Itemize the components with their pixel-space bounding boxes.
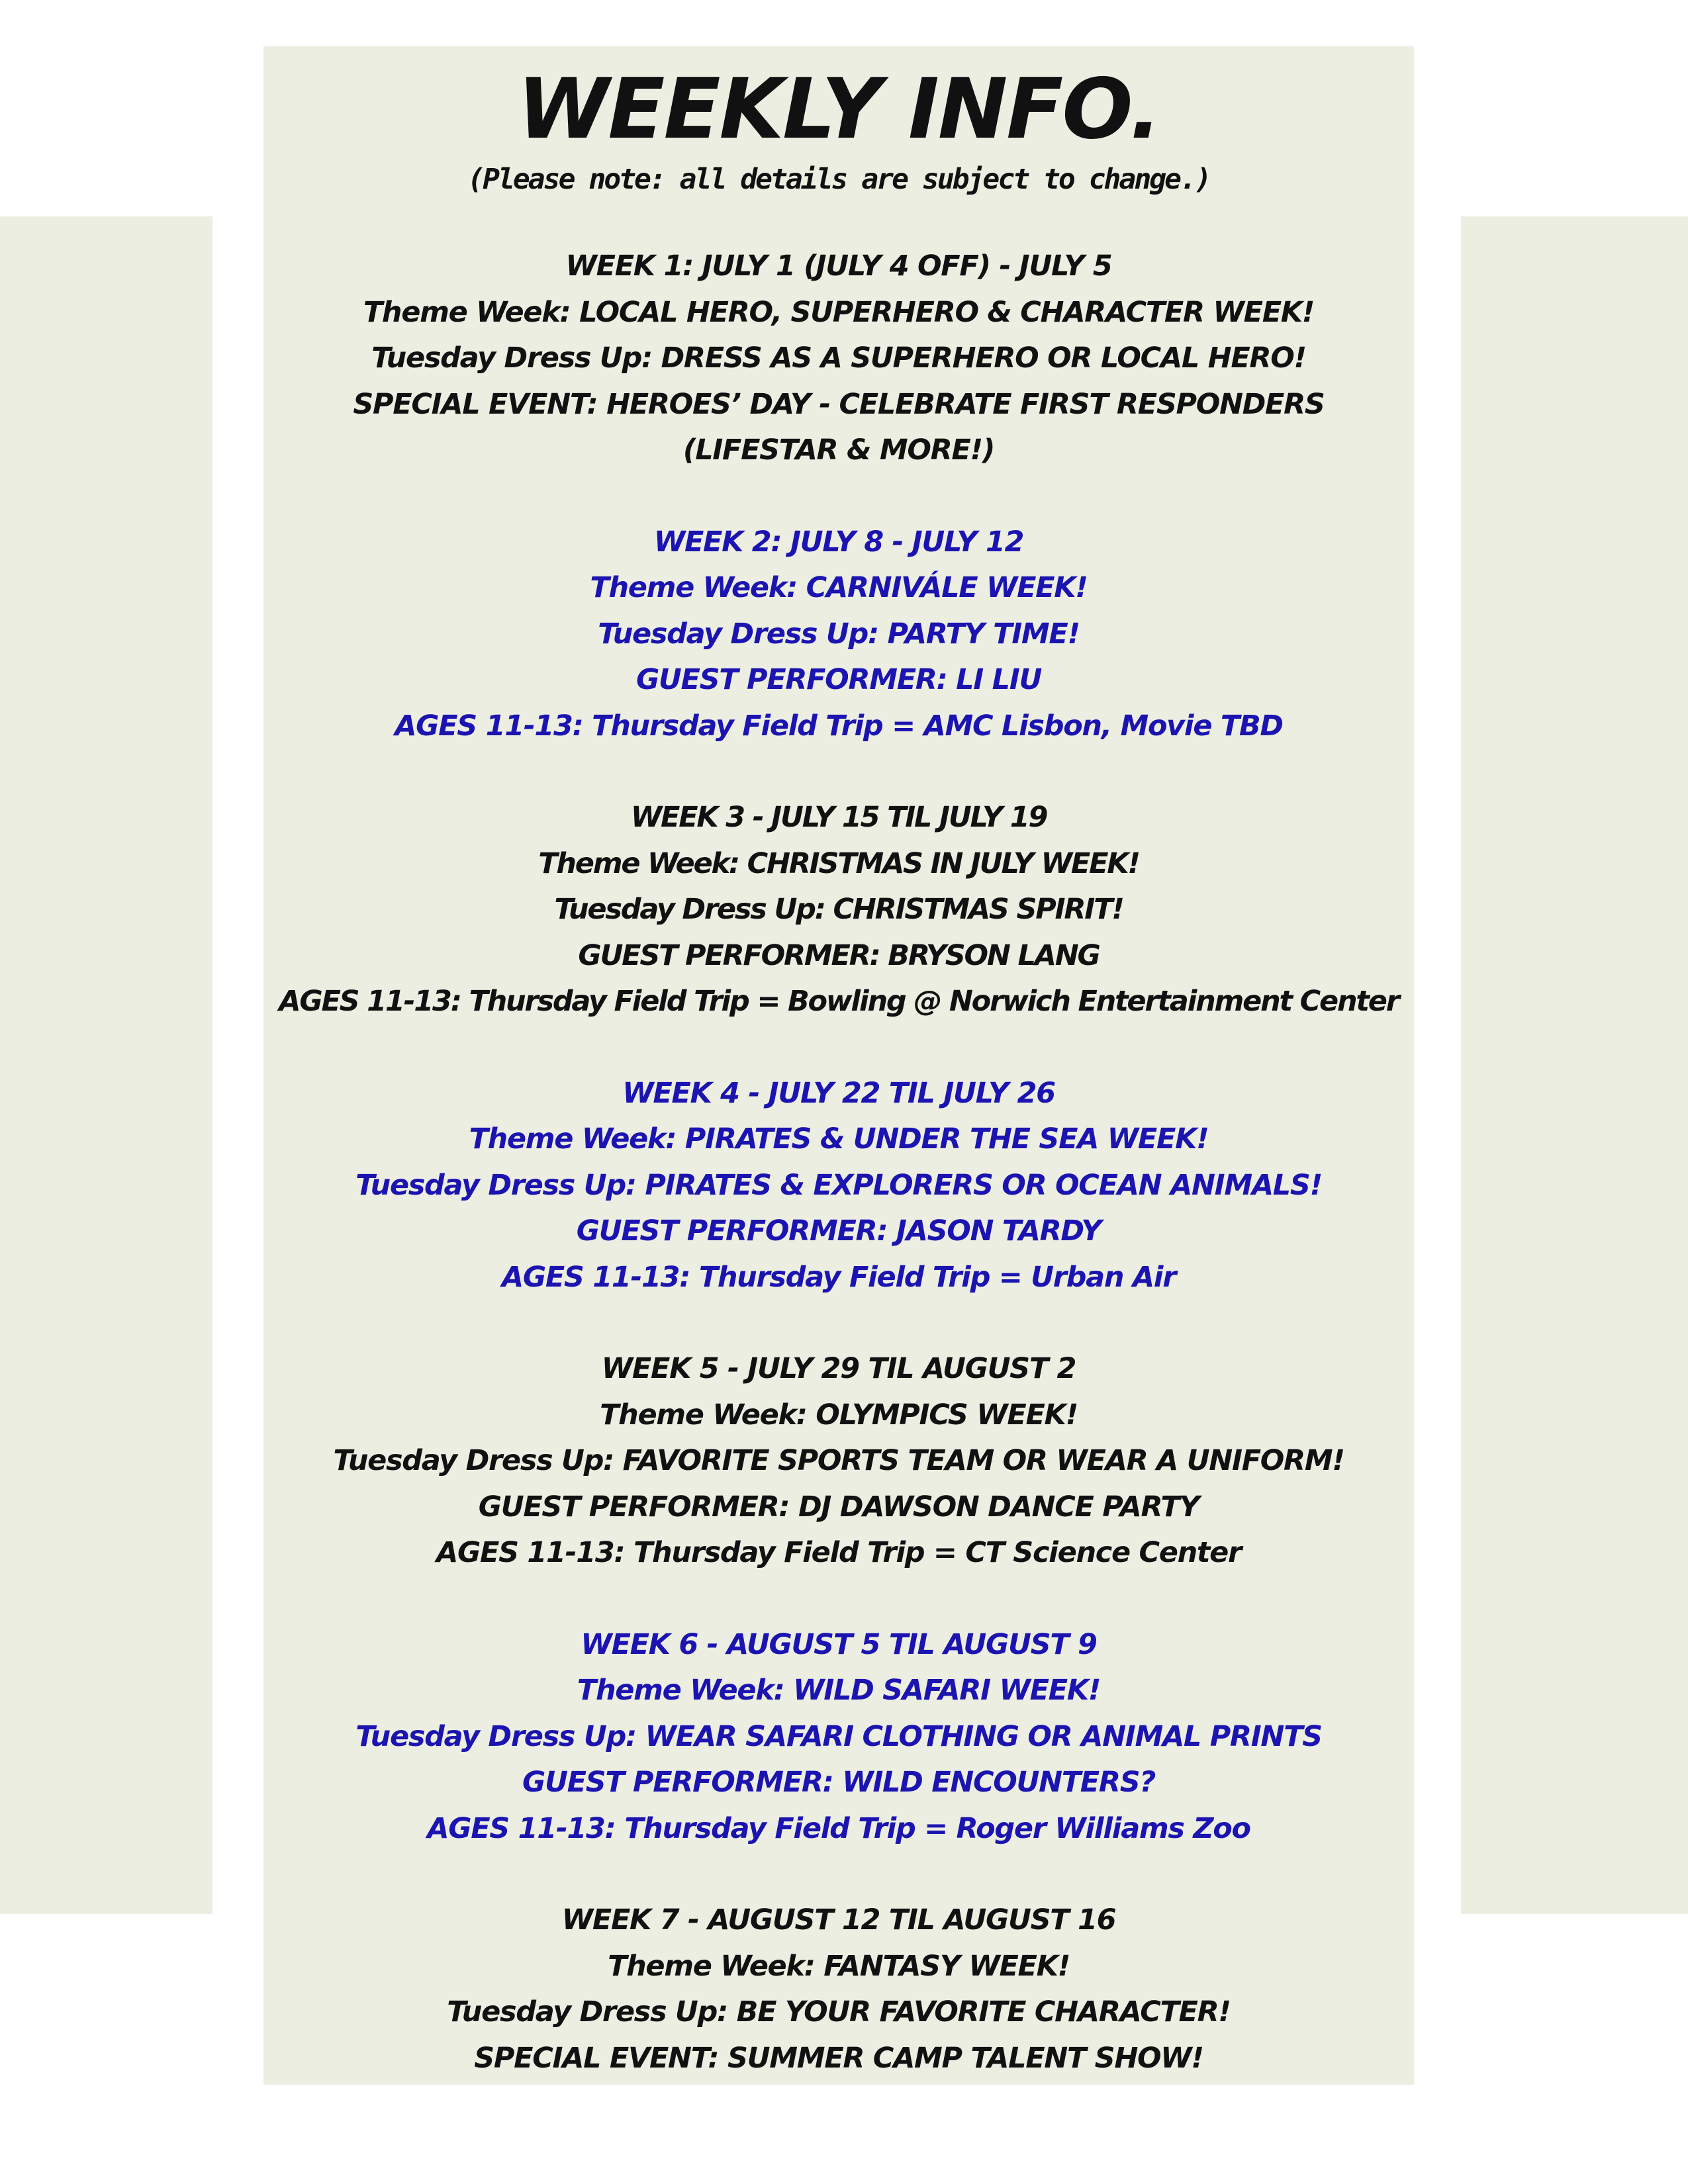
week-2-dress-up: Tuesday Dress Up: PARTY TIME! xyxy=(598,617,1080,651)
week-7-theme: Theme Week: FANTASY WEEK! xyxy=(608,1949,1070,1983)
week-7-dress-up: Tuesday Dress Up: BE YOUR FAVORITE CHARACTER! xyxy=(447,1995,1231,2028)
week-6-block xyxy=(263,1622,1414,1852)
week-1-theme: Theme Week: LOCAL HERO, SUPERHERO & CHARACTER WEEK! xyxy=(363,295,1315,329)
week-4-field-trip: AGES 11-13: Thursday Field Trip = Urban Air xyxy=(501,1260,1176,1294)
week-4-heading: WEEK 4 - JULY 22 TIL JULY 26 xyxy=(622,1076,1055,1110)
week-2-guest-performer: GUEST PERFORMER: LI LIU xyxy=(635,663,1042,696)
week-6-theme: Theme Week: WILD SAFARI WEEK! xyxy=(577,1674,1101,1707)
week-5-field-trip: AGES 11-13: Thursday Field Trip = CT Science Center xyxy=(436,1536,1241,1569)
week-7-heading: WEEK 7 - AUGUST 12 TIL AUGUST 16 xyxy=(561,1903,1116,1936)
right-side-panel xyxy=(1461,216,1688,1914)
week-1-special-event: SPECIAL EVENT: HEROES’ DAY - CELEBRATE FIRST RESPONDERS xyxy=(353,387,1325,421)
week-4-block xyxy=(263,1071,1414,1301)
week-3-dress-up: Tuesday Dress Up: CHRISTMAS SPIRIT! xyxy=(554,893,1123,926)
week-5-guest-performer: GUEST PERFORMER: DJ DAWSON DANCE PARTY xyxy=(478,1490,1199,1524)
week-4-guest-performer: GUEST PERFORMER: JASON TARDY xyxy=(576,1214,1102,1248)
week-6-heading: WEEK 6 - AUGUST 5 TIL AUGUST 9 xyxy=(581,1627,1097,1661)
week-5-dress-up: Tuesday Dress Up: FAVORITE SPORTS TEAM OR WEAR A UNIFORM! xyxy=(333,1444,1344,1477)
week-5-theme: Theme Week: OLYMPICS WEEK! xyxy=(600,1398,1078,1432)
week-4-dress-up: Tuesday Dress Up: PIRATES & EXPLORERS OR OCEAN ANIMALS! xyxy=(355,1168,1322,1202)
week-6-dress-up: Tuesday Dress Up: WEAR SAFARI CLOTHING OR ANIMAL PRINTS xyxy=(355,1719,1322,1753)
week-6-field-trip: AGES 11-13: Thursday Field Trip = Roger Williams Zoo xyxy=(427,1811,1250,1845)
week-3-heading: WEEK 3 - JULY 15 TIL JULY 19 xyxy=(630,801,1047,834)
weekly-info-card xyxy=(263,46,1414,2085)
week-3-theme: Theme Week: CHRISTMAS IN JULY WEEK! xyxy=(538,846,1139,880)
week-4-theme: Theme Week: PIRATES & UNDER THE SEA WEEK! xyxy=(469,1122,1209,1156)
week-1-dress-up: Tuesday Dress Up: DRESS AS A SUPERHERO OR LOCAL HERO! xyxy=(371,341,1306,375)
page-subtitle: (Please note: all details are subject to change.) xyxy=(467,163,1210,196)
week-5-block xyxy=(263,1346,1414,1576)
week-2-field-trip: AGES 11-13: Thursday Field Trip = AMC Lisbon, Movie TBD xyxy=(395,709,1283,743)
page-title: WEEKLY INFO. xyxy=(517,60,1160,158)
week-7-block xyxy=(263,1897,1414,2081)
week-2-heading: WEEK 2: JULY 8 - JULY 12 xyxy=(653,525,1024,559)
week-1-heading: WEEK 1: JULY 1 (JULY 4 OFF) - JULY 5 xyxy=(565,250,1112,283)
week-3-block xyxy=(263,795,1414,1025)
week-3-guest-performer: GUEST PERFORMER: BRYSON LANG xyxy=(578,938,1100,972)
week-1-block xyxy=(263,244,1414,474)
week-2-theme: Theme Week: CARNIVÁLE WEEK! xyxy=(590,571,1088,604)
week-1-special-event-note: (LIFESTAR & MORE!) xyxy=(682,433,995,467)
week-3-field-trip: AGES 11-13: Thursday Field Trip = Bowling @ Norwich Entertainment Center xyxy=(279,985,1399,1018)
week-2-block xyxy=(263,520,1414,750)
week-5-heading: WEEK 5 - JULY 29 TIL AUGUST 2 xyxy=(601,1352,1076,1385)
week-6-guest-performer: GUEST PERFORMER: WILD ENCOUNTERS? xyxy=(522,1766,1156,1799)
left-side-panel xyxy=(0,216,212,1914)
week-7-special-event: SPECIAL EVENT: SUMMER CAMP TALENT SHOW! xyxy=(474,2041,1203,2075)
